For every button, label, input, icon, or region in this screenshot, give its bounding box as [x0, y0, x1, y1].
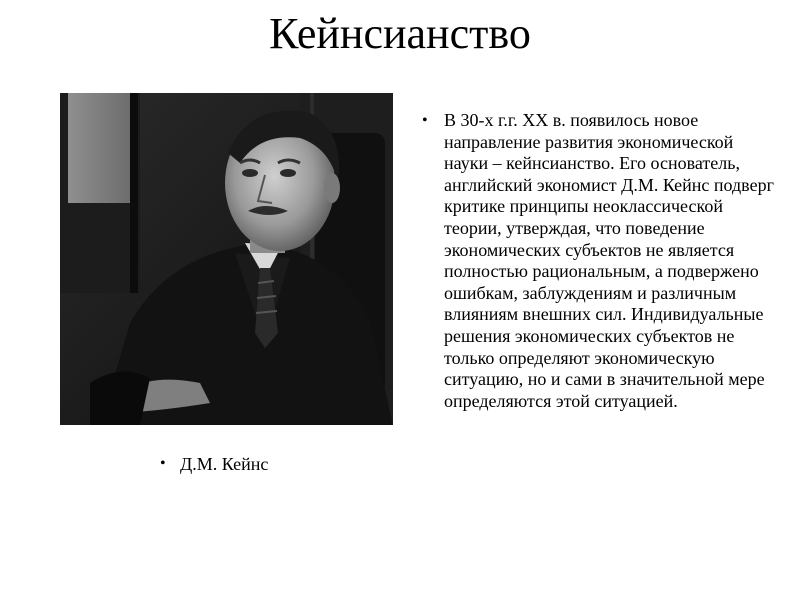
- slide-title: Кейнсианство: [269, 9, 531, 58]
- photo-caption: Д.М. Кейнс: [180, 454, 269, 474]
- photo-caption-list: [160, 452, 268, 476]
- body-text: В 30-х г.г. XX в. появилось новое направление развития экономической науки – кейнсианство. Его основатель, английский экономист Д.М. Кейнс подверг критике принципы неоклассической теории, утверждая, что поведение экономических субъектов не является полностью рациональным, а подвержено ошибкам, заблуждениям и различным влияниям внешних сил. Индивидуальные решения экономических субъектов не только определяют экономическую ситуацию, но и сами в значительной мере определяются этой ситуацией.: [444, 110, 774, 411]
- photo-caption-item: [160, 452, 268, 476]
- body-text-item: [420, 110, 780, 412]
- body-text-list: [420, 110, 780, 412]
- portrait-photo: [60, 93, 393, 425]
- bullet-icon: •: [422, 112, 428, 129]
- bullet-icon: •: [160, 455, 166, 472]
